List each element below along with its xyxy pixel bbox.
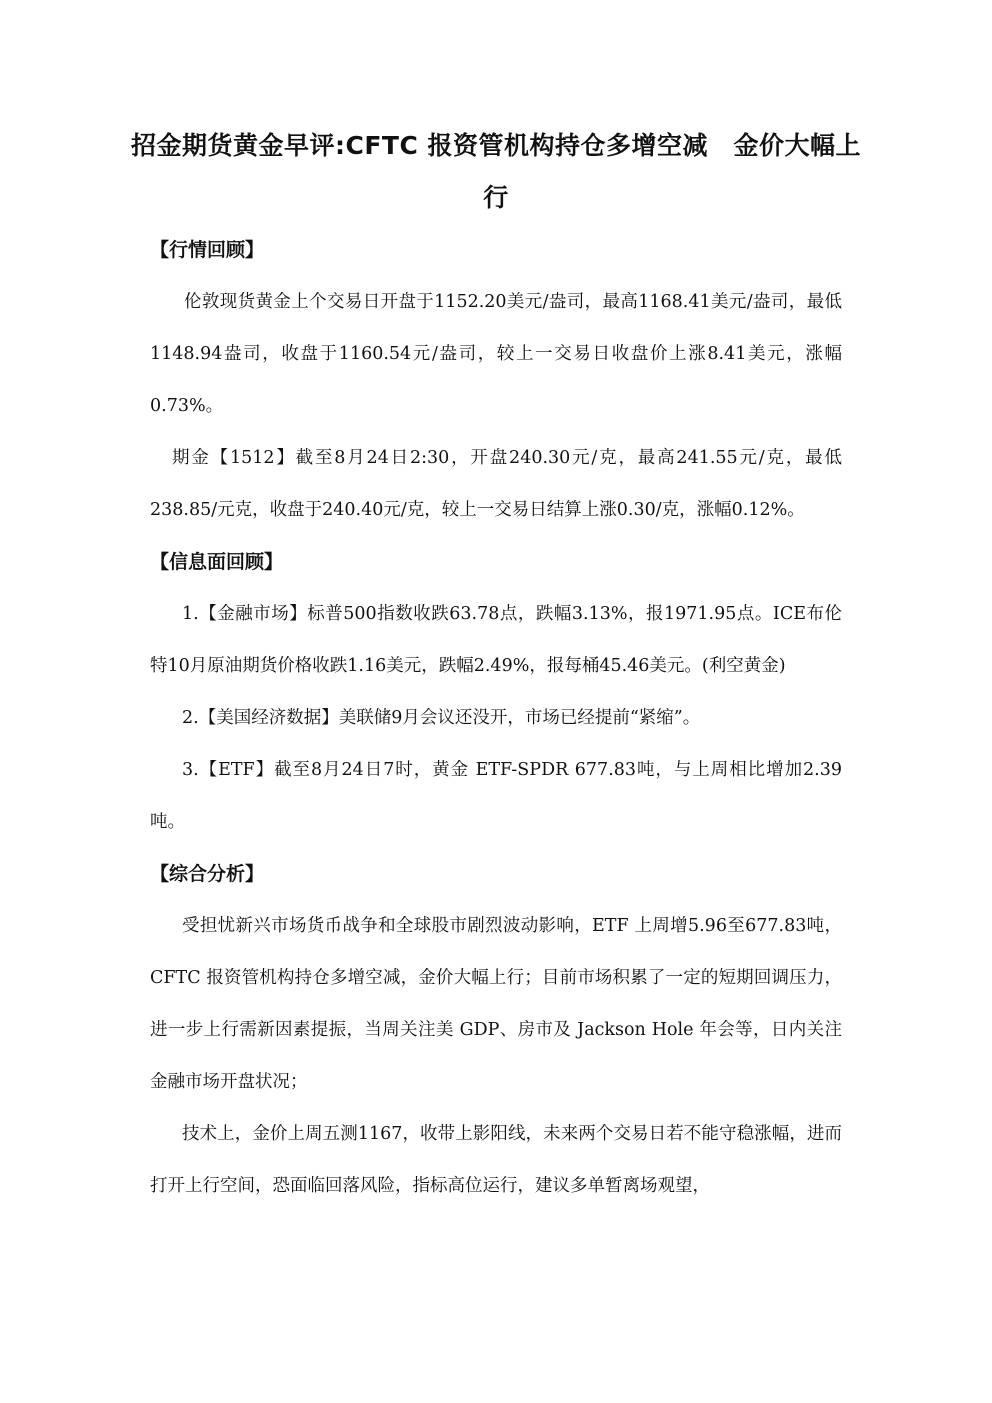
- paragraph: 受担忧新兴市场货币战争和全球股市剧烈波动影响，ETF 上周增5.96至677.83吨，CFTC 报资管机构持仓多增空减，金价大幅上行；目前市场积累了一定的短期回调压力，进一步上行需新因素提振，当周关注美 GDP、房市及 Jackson Hole 年会等，日内关注金融市场开盘状况；: [150, 916, 842, 1092]
- section-news-review: [150, 536, 842, 848]
- paragraph: 伦敦现货黄金上个交易日开盘于1152.20美元/盎司，最高1168.41美元/盎司，最低1148.94盎司，收盘于1160.54元/盎司，较上一交易日收盘价上涨8.41美元，涨幅0.73%。: [150, 292, 842, 416]
- section-heading: 【综合分析】: [150, 863, 265, 885]
- document-title: 招金期货黄金早评:CFTC 报资管机构持仓多增空减 金价大幅上行: [130, 131, 862, 212]
- section-heading: 【行情回顾】: [150, 239, 265, 261]
- section-analysis: [150, 848, 842, 1212]
- section-market-review: [150, 224, 842, 536]
- list-item: 1.【金融市场】标普500指数收跌63.78点，跌幅3.13%，报1971.95点。ICE布伦特10月原油期货价格收跌1.16美元，跌幅2.49%，报每桶45.46美元。(利空黄金): [150, 604, 842, 676]
- list-item: 3.【ETF】截至8月24日7时，黄金 ETF-SPDR 677.83吨，与上周相比增加2.39吨。: [150, 760, 842, 832]
- document-page: [130, 120, 862, 1212]
- paragraph: 期金【1512】截至8月24日2:30，开盘240.30元/克，最高241.55元/克，最低238.85/元克，收盘于240.40元/克，较上一交易日结算上涨0.30/克，涨幅0.12%。: [150, 448, 842, 520]
- paragraph: 技术上，金价上周五测1167，收带上影阳线，未来两个交易日若不能守稳涨幅，进而打开上行空间，恐面临回落风险，指标高位运行，建议多单暂离场观望，: [150, 1124, 842, 1196]
- section-heading: 【信息面回顾】: [150, 551, 284, 573]
- list-item: 2.【美国经济数据】美联储9月会议还没开，市场已经提前“紧缩”。: [182, 708, 701, 728]
